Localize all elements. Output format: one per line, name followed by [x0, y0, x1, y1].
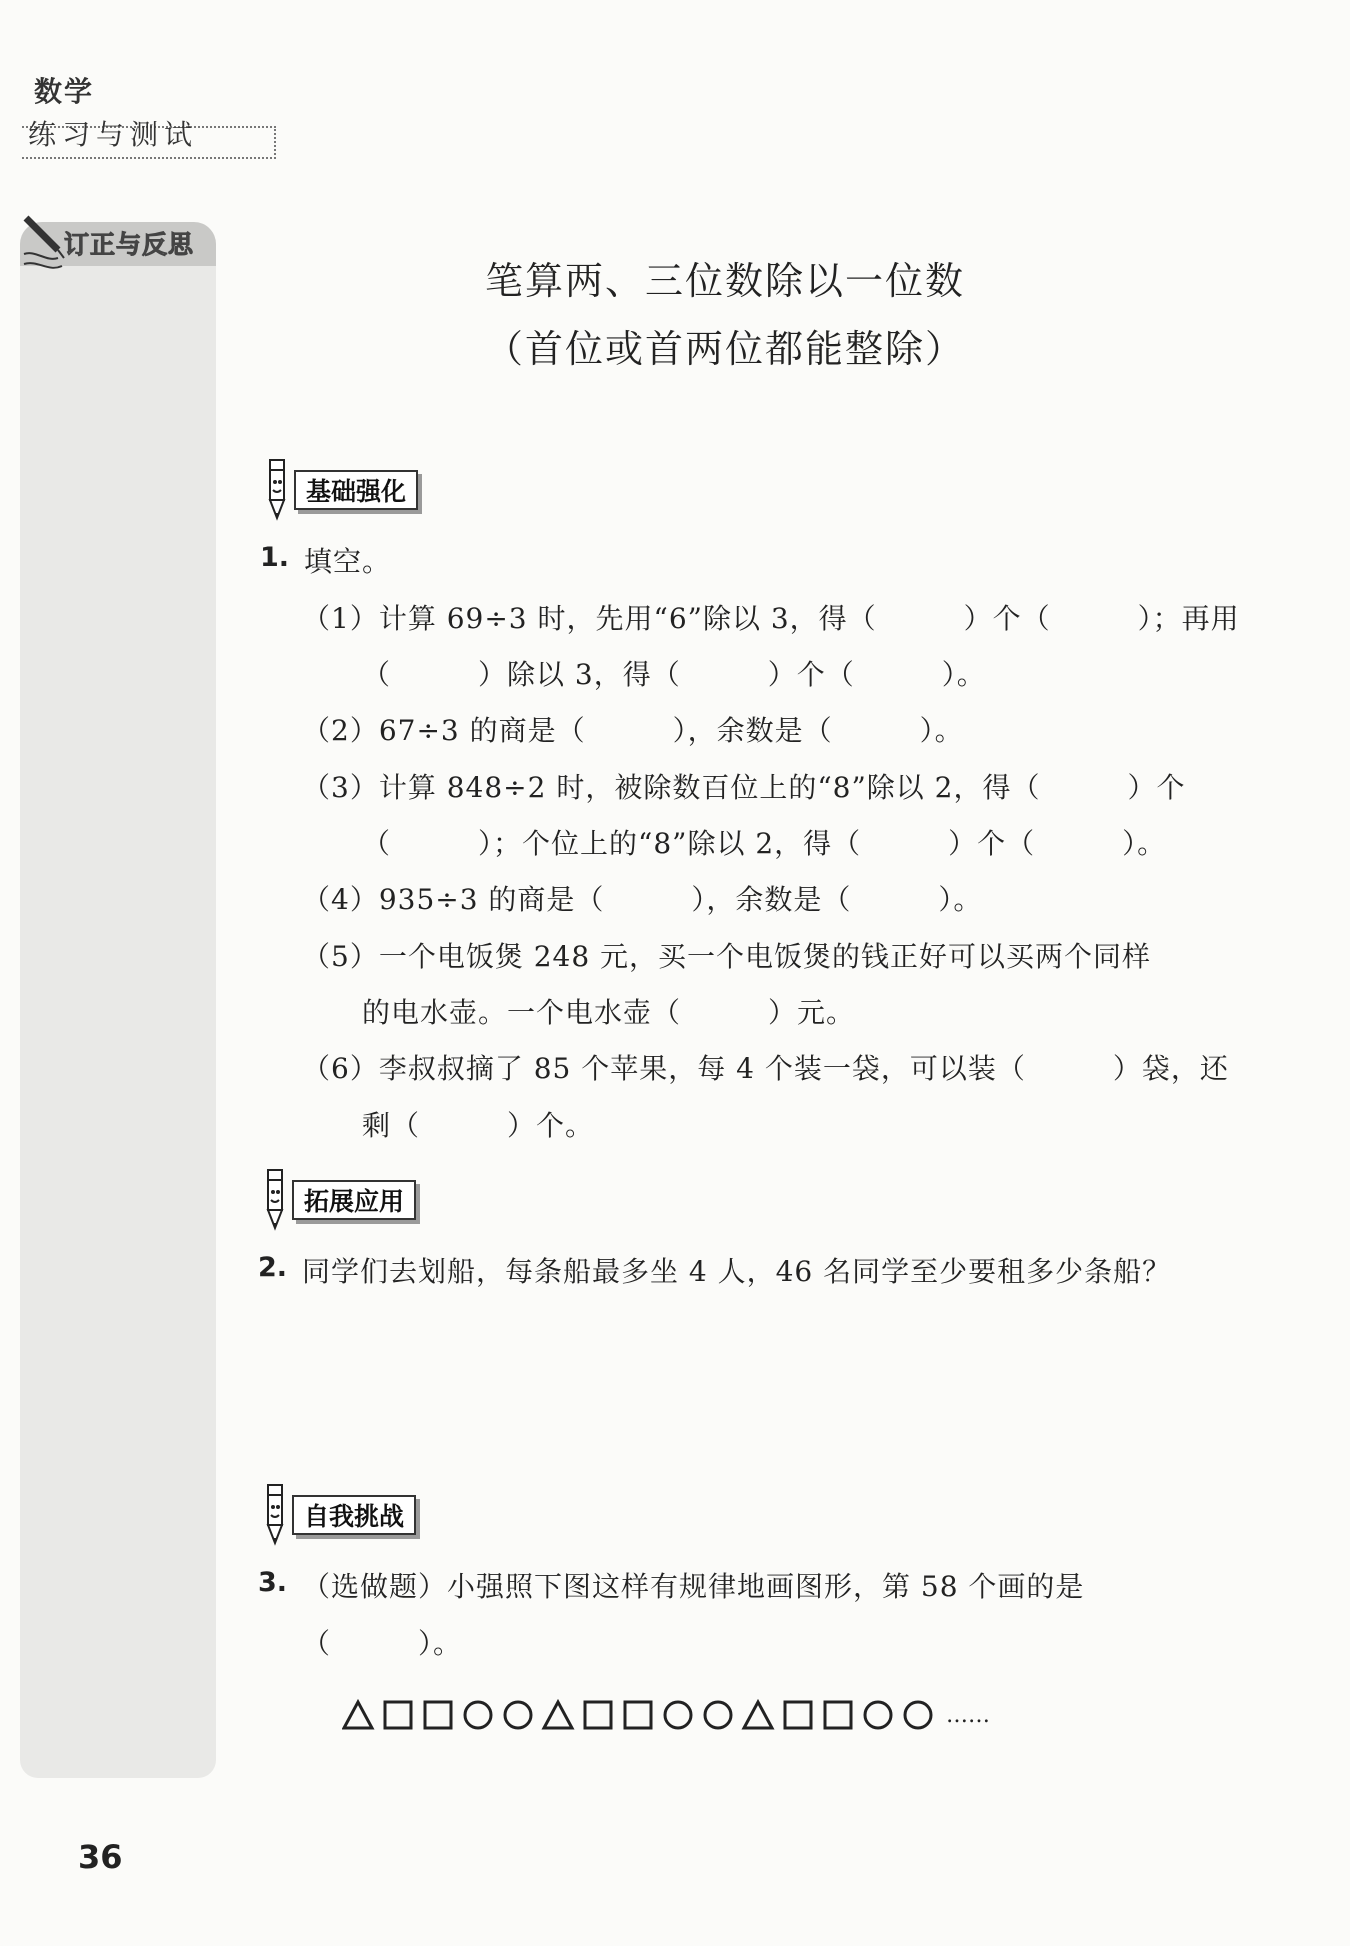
- correction-margin-column: [20, 258, 216, 1778]
- book-subject: 数学: [34, 75, 95, 108]
- circle-shape: [505, 1702, 531, 1728]
- question-1-line: （6）李叔叔摘了 85 个苹果，每 4 个装一袋，可以装（ ）袋，还: [302, 1052, 1229, 1085]
- question-1-stem: 填空。: [304, 545, 392, 578]
- question-2-number: 2.: [258, 1252, 288, 1283]
- question-2-text: 同学们去划船，每条船最多坐 4 人，46 名同学至少要租多少条船？: [302, 1255, 1172, 1288]
- page-number: 36: [78, 1838, 123, 1876]
- square-shape: [825, 1702, 851, 1728]
- pencil-mascot-icon: [260, 1483, 290, 1547]
- question-1-number: 1.: [260, 542, 290, 573]
- shape-sequence: [342, 1692, 1022, 1736]
- lesson-title: 笔算两、三位数除以一位数: [484, 259, 965, 303]
- square-shape: [585, 1702, 611, 1728]
- question-3-answer-blank: （ ）。: [302, 1627, 463, 1660]
- question-1-line: 的电水壶。一个电水壶（ ）元。: [362, 996, 856, 1029]
- square-shape: [385, 1702, 411, 1728]
- triangle-shape: [744, 1702, 772, 1728]
- section-title-challenge: 自我挑战: [292, 1495, 416, 1535]
- correction-margin-label: 订正与反思: [64, 230, 195, 259]
- section-title-expand: 拓展应用: [292, 1180, 416, 1220]
- pencil-mascot-icon: [262, 458, 292, 522]
- section-header-challenge: [260, 1495, 416, 1535]
- question-1-line: （5）一个电饭煲 248 元，买一个电饭煲的钱正好可以买两个同样: [302, 940, 1152, 973]
- question-3-text: （选做题）小强照下图这样有规律地画图形，第 58 个画的是: [302, 1570, 1085, 1603]
- section-title-basic: 基础强化: [294, 470, 418, 510]
- question-1-line: （3）计算 848÷2 时，被除数百位上的“8”除以 2，得（ ）个: [302, 771, 1186, 804]
- question-1-line: （ ）除以 3，得（ ）个（ ）。: [362, 658, 986, 691]
- section-header-expand: [260, 1180, 416, 1220]
- triangle-shape: [544, 1702, 572, 1728]
- section-header-basic: [262, 470, 418, 510]
- circle-shape: [865, 1702, 891, 1728]
- question-1-line: （1）计算 69÷3 时，先用“6”除以 3，得（ ）个（ ）；再用: [302, 602, 1240, 635]
- circle-shape: [705, 1702, 731, 1728]
- square-shape: [785, 1702, 811, 1728]
- circle-shape: [665, 1702, 691, 1728]
- square-shape: [425, 1702, 451, 1728]
- lesson-subtitle: （首位或首两位都能整除）: [484, 327, 965, 371]
- circle-shape: [465, 1702, 491, 1728]
- question-3-number: 3.: [258, 1567, 288, 1598]
- triangle-shape: [344, 1702, 372, 1728]
- question-1-line: 剩（ ）个。: [362, 1109, 595, 1142]
- question-1-line: （ ）；个位上的“8”除以 2，得（ ）个（ ）。: [362, 827, 1167, 860]
- pencil-mascot-icon: [260, 1168, 290, 1232]
- square-shape: [625, 1702, 651, 1728]
- book-title: 练习与测试: [28, 118, 199, 151]
- circle-shape: [905, 1702, 931, 1728]
- sequence-ellipsis: ……: [946, 1703, 990, 1728]
- question-1-line: （4）935÷3 的商是（ ），余数是（ ）。: [302, 883, 983, 916]
- question-1-line: （2）67÷3 的商是（ ），余数是（ ）。: [302, 714, 964, 747]
